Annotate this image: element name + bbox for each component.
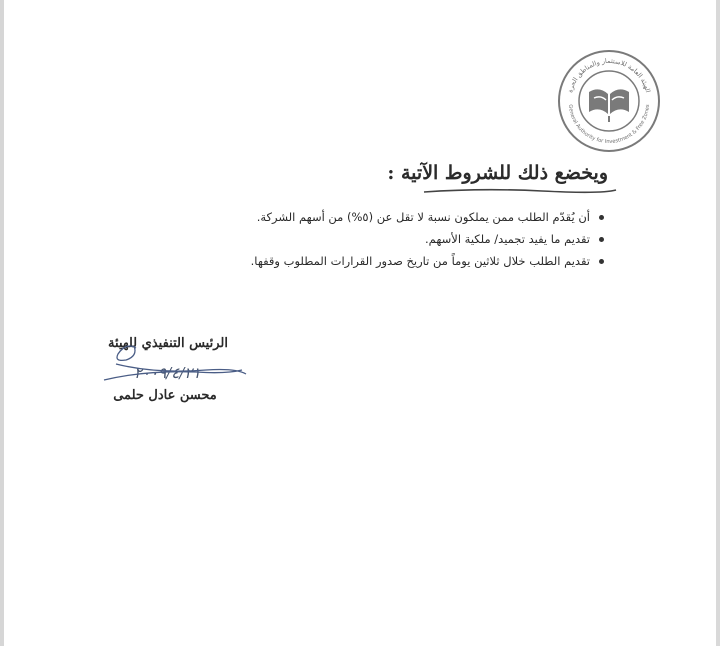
signatory-name: محسن عادل حلمى xyxy=(113,388,217,403)
authority-logo-seal xyxy=(556,48,662,154)
svg-text:General Authority for Investme xyxy=(567,104,651,145)
scan-edge-right xyxy=(716,0,720,646)
condition-item: تقديم ما يفيد تجميد/ ملكية الأسهم. xyxy=(130,228,590,250)
logo-arabic-text: الهيئة العامة للاستثمار والمناطق الحرة xyxy=(566,57,652,94)
signature-date: ٢٠٠٩/٤/٢١ xyxy=(134,364,201,382)
condition-item: تقديم الطلب خلال ثلاثين يوماً من تاريخ صدور القرارات المطلوب وقفها. xyxy=(130,250,590,272)
scan-edge-left xyxy=(0,0,4,646)
heading-flourish xyxy=(422,186,618,196)
handwritten-signature xyxy=(96,340,256,400)
document-page xyxy=(4,0,716,646)
svg-text:الهيئة العامة للاستثمار والمنا xyxy=(566,57,652,94)
condition-item: أن يُقدّم الطلب ممن يملكون نسبة لا تقل عن (٥%) من أسهم الشركة. xyxy=(130,206,590,228)
logo-english-text: General Authority for Investment & Free Zones xyxy=(566,104,651,146)
conditions-list xyxy=(130,206,604,272)
conditions-heading: ويخضع ذلك للشروط الآتية : xyxy=(387,162,608,184)
signatory-title: الرئيس التنفيذي للهيئة xyxy=(108,336,228,351)
